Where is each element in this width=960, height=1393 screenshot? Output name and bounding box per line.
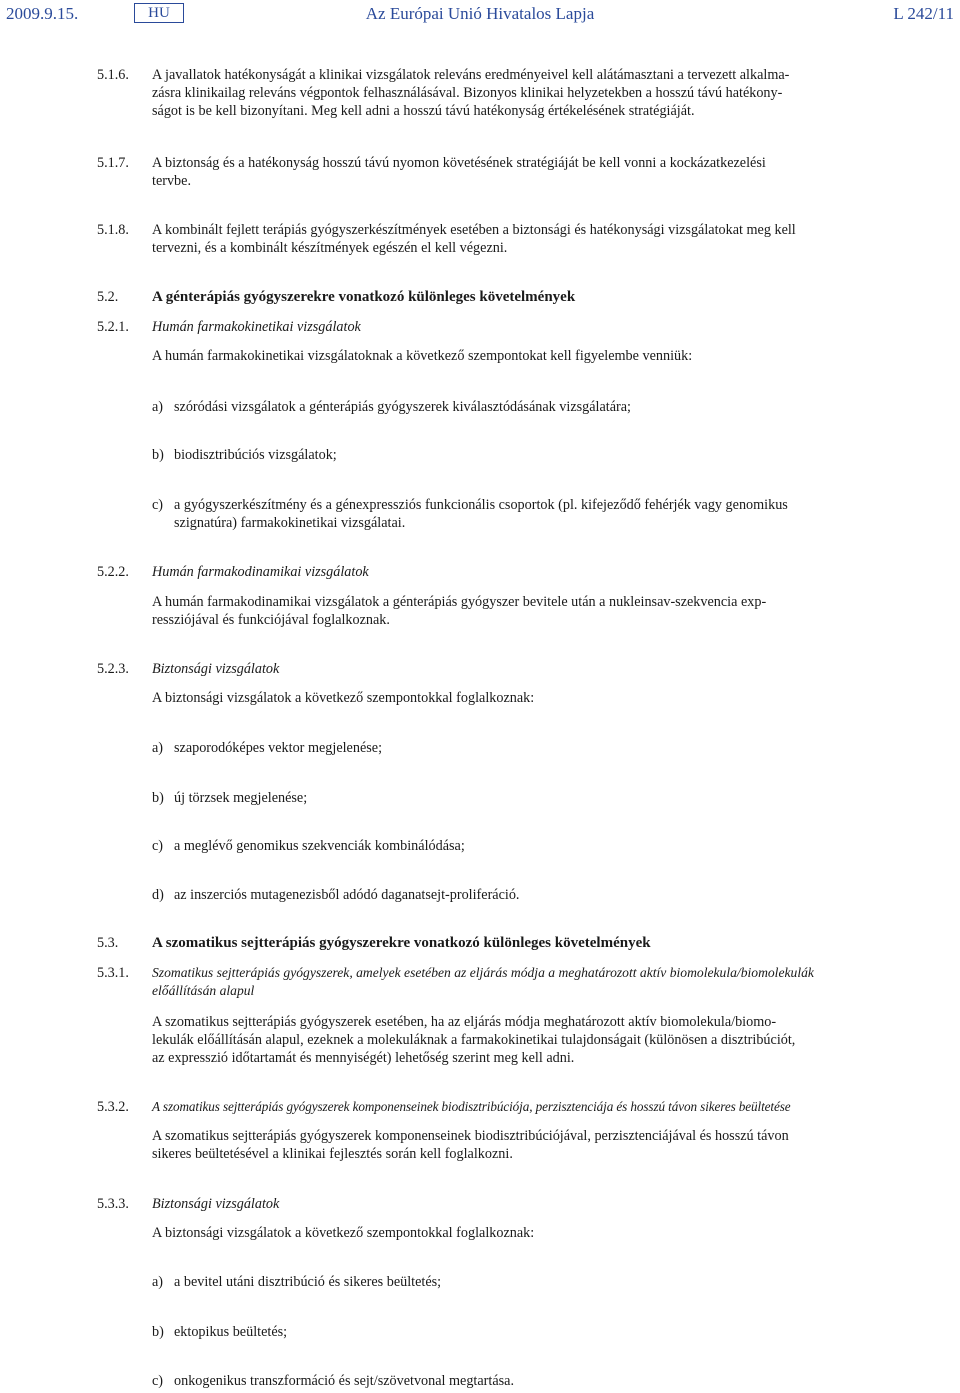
paragraph	[152, 1013, 862, 1067]
list-label: a)	[152, 740, 164, 756]
text-line: ságot is be kell bizonyítani. Meg kell adni a hosszú távú hatékonyság értékelésének stratégiáját.	[152, 103, 695, 119]
language-badge: HU	[134, 3, 184, 23]
subsection-heading: Humán farmakokinetikai vizsgálatok	[152, 319, 361, 335]
text-line: előállításán alapul	[152, 983, 255, 998]
text-line: az expresszió időtartamát és mennyiségét) lehetőség szerint meg kell adni.	[152, 1050, 575, 1066]
text-line: Szomatikus sejtterápiás gyógyszerek, amelyek esetében az eljárás módja a meghatározott aktív biomolekula/biomolekulák	[152, 965, 814, 980]
section-number: 5.3.	[97, 935, 119, 951]
subsection-heading: Biztonsági vizsgálatok	[152, 1196, 280, 1212]
list-label: a)	[152, 399, 164, 415]
text-line: A kombinált fejlett terápiás gyógyszerkészítmények esetében a biztonsági és hatékonysági vizsgálatokat meg kell	[152, 222, 796, 238]
section-number: 5.3.3.	[97, 1196, 129, 1212]
text-line: tervezni, és a kombinált készítmények egészén el kell végezni.	[152, 240, 508, 256]
paragraph	[152, 221, 862, 257]
paragraph	[152, 66, 862, 120]
text-line: szignatúra) farmakokinetikai vizsgálatai.	[174, 515, 406, 531]
text-line: A biztonság és a hatékonyság hosszú távú nyomon követésének stratégiáját be kell vonni a kockázatkezelési	[152, 155, 766, 171]
section-number: 5.3.1.	[97, 965, 129, 981]
list-text: onkogenikus transzformáció és sejt/szövetvonal megtartása.	[174, 1373, 515, 1389]
section-number: 5.2.2.	[97, 564, 129, 580]
section-number: 5.2.3.	[97, 661, 129, 677]
list-label: c)	[152, 1373, 164, 1389]
text-line: A javallatok hatékonyságát a klinikai vizsgálatok releváns eredményeivel kell alátámasztani a tervezett alkalma-	[152, 67, 790, 83]
intro-text: A biztonsági vizsgálatok a következő szempontokkal foglalkoznak:	[152, 1225, 535, 1241]
list-text: szaporodóképes vektor megjelenése;	[174, 740, 383, 756]
section-number: 5.1.8.	[97, 222, 129, 238]
list-text	[174, 496, 862, 532]
text-line: ressziójával és funkciójával foglalkoznak.	[152, 612, 390, 628]
list-label: b)	[152, 447, 164, 463]
subsection-heading: A szomatikus sejtterápiás gyógyszerek komponenseinek biodisztribúciója, perzisztenciája és hosszú távon sikeres beültetése	[152, 1099, 791, 1114]
list-label: b)	[152, 1324, 164, 1340]
section-number: 5.3.2.	[97, 1099, 129, 1115]
list-text: biodisztribúciós vizsgálatok;	[174, 447, 337, 463]
paragraph	[152, 154, 862, 190]
section-number: 5.1.7.	[97, 155, 129, 171]
list-label: c)	[152, 497, 164, 513]
paragraph	[152, 593, 862, 629]
list-text: a meglévő genomikus szekvenciák kombinálódása;	[174, 838, 465, 854]
list-text: új törzsek megjelenése;	[174, 790, 308, 806]
subsection-heading: Humán farmakodinamikai vizsgálatok	[152, 564, 369, 580]
intro-text: A biztonsági vizsgálatok a következő szempontokkal foglalkoznak:	[152, 690, 535, 706]
text-line: lekulák előállításán alapul, ezeknek a molekuláknak a farmakokinetikai tulajdonságait (különösen a disztribúciót,	[152, 1032, 796, 1048]
text-line: zásra klinikailag releváns végpontok felhasználásával. Bizonyos klinikai helyzetekben a hosszú távú hatékony-	[152, 85, 783, 101]
text-line: sikeres beültetésével a klinikai fejlesztés során kell foglalkozni.	[152, 1146, 513, 1162]
text-line: A szomatikus sejtterápiás gyógyszerek esetében, ha az eljárás módja meghatározott aktív biomolekula/biomo-	[152, 1014, 777, 1030]
text-line: a gyógyszerkészítmény és a génexpressziós funkcionális csoportok (pl. kifejeződő fehérjék vagy genomikus	[174, 497, 788, 513]
list-label: b)	[152, 790, 164, 806]
list-text: szóródási vizsgálatok a génterápiás gyógyszerek kiválasztódásának vizsgálatára;	[174, 399, 631, 415]
section-number: 5.2.	[97, 289, 119, 305]
page-number: L 242/11	[893, 4, 954, 23]
list-text: a bevitel utáni disztribúció és sikeres beültetés;	[174, 1274, 442, 1290]
list-label: c)	[152, 838, 164, 854]
journal-title: Az Európai Unió Hivatalos Lapja	[365, 4, 595, 23]
section-heading: A szomatikus sejtterápiás gyógyszerekre vonatkozó különleges követelmények	[152, 935, 651, 951]
header-date: 2009.9.15.	[6, 4, 79, 23]
subsection-heading	[152, 964, 862, 1000]
section-number: 5.2.1.	[97, 319, 129, 335]
subsection-heading: Biztonsági vizsgálatok	[152, 661, 280, 677]
section-heading: A génterápiás gyógyszerekre vonatkozó különleges követelmények	[152, 289, 576, 305]
text-line: tervbe.	[152, 173, 191, 189]
page-header	[0, 0, 960, 30]
intro-text: A humán farmakokinetikai vizsgálatoknak a következő szempontokat kell figyelembe venniük:	[152, 348, 693, 364]
paragraph	[152, 1127, 862, 1163]
list-label: d)	[152, 887, 164, 903]
list-text: az inszerciós mutagenezisből adódó daganatsejt-proliferáció.	[174, 887, 520, 903]
text-line: A szomatikus sejtterápiás gyógyszerek komponenseinek biodisztribúciójával, perzisztenciájával és hosszú távon	[152, 1128, 789, 1144]
section-number: 5.1.6.	[97, 67, 129, 83]
text-line: A humán farmakodinamikai vizsgálatok a génterápiás gyógyszer bevitele után a nukleinsav-szekvencia exp-	[152, 594, 767, 610]
list-text: ektopikus beültetés;	[174, 1324, 288, 1340]
list-label: a)	[152, 1274, 164, 1290]
